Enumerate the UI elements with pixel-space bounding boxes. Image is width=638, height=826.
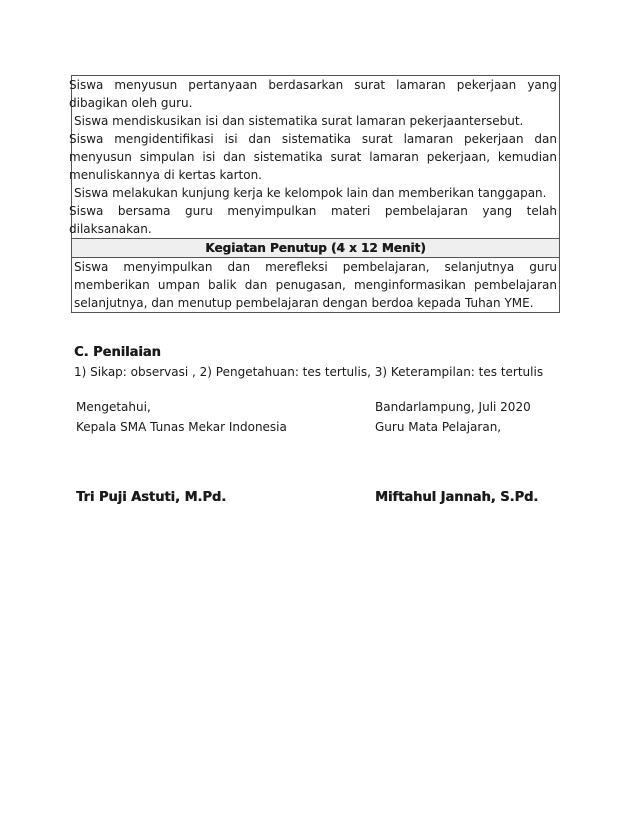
activity-step-3: Siswa mengidentifikasi isi dan sistematika surat lamaran pekerjaan dan menyusun simpulan isi dan sistematika surat lamaran pekerjaan, kemudian menuliskannya di kertas karton. [69,132,557,182]
teacher-name: Miftahul Jannah, S.Pd. [375,490,539,505]
closing-activity-text: Siswa menyimpulkan dan merefleksi pembelajaran, selanjutnya guru memberikan umpan balik dan penugasan, menginformasikan pembelajaran selanjutnya, dan menutup pembelajaran dengan berdoa kepada Tuhan YME. [74,260,557,310]
principal-title: Kepala SMA Tunas Mekar Indonesia [76,420,287,434]
place-date: Bandarlampung, Juli 2020 [375,400,531,414]
signature-block-left [76,397,287,437]
activity-step-1: Siswa menyusun pertanyaan berdasarkan surat lamaran pekerjaan yang dibagikan oleh guru. [69,78,557,110]
principal-name: Tri Puji Astuti, M.Pd. [76,490,227,505]
closing-activity-heading: Kegiatan Penutup (4 x 12 Menit) [72,239,560,258]
assessment-text: 1) Sikap: observasi , 2) Pengetahuan: tes tertulis, 3) Keterampilan: tes tertulis [74,365,544,379]
activity-step-2: Siswa mendiskusikan isi dan sistematika surat lamaran pekerjaantersebut. [74,114,524,128]
teacher-title: Guru Mata Pelajaran, [375,420,502,434]
table-row [72,258,560,313]
signature-block-right [375,397,531,437]
activity-step-5: Siswa bersama guru menyimpulkan materi pembelajaran yang telah dilaksanakan. [69,204,557,236]
table-row [72,76,560,239]
activity-step-4: Siswa melakukan kunjung kerja ke kelompok lain dan memberikan tanggapan. [74,186,547,200]
acknowledgement-label: Mengetahui, [76,400,151,414]
assessment-heading: C. Penilaian [74,345,161,360]
table-cell-closing [72,258,560,313]
lesson-activity-table [71,75,560,313]
table-cell-core-activities [69,76,560,239]
table-row [72,239,560,258]
